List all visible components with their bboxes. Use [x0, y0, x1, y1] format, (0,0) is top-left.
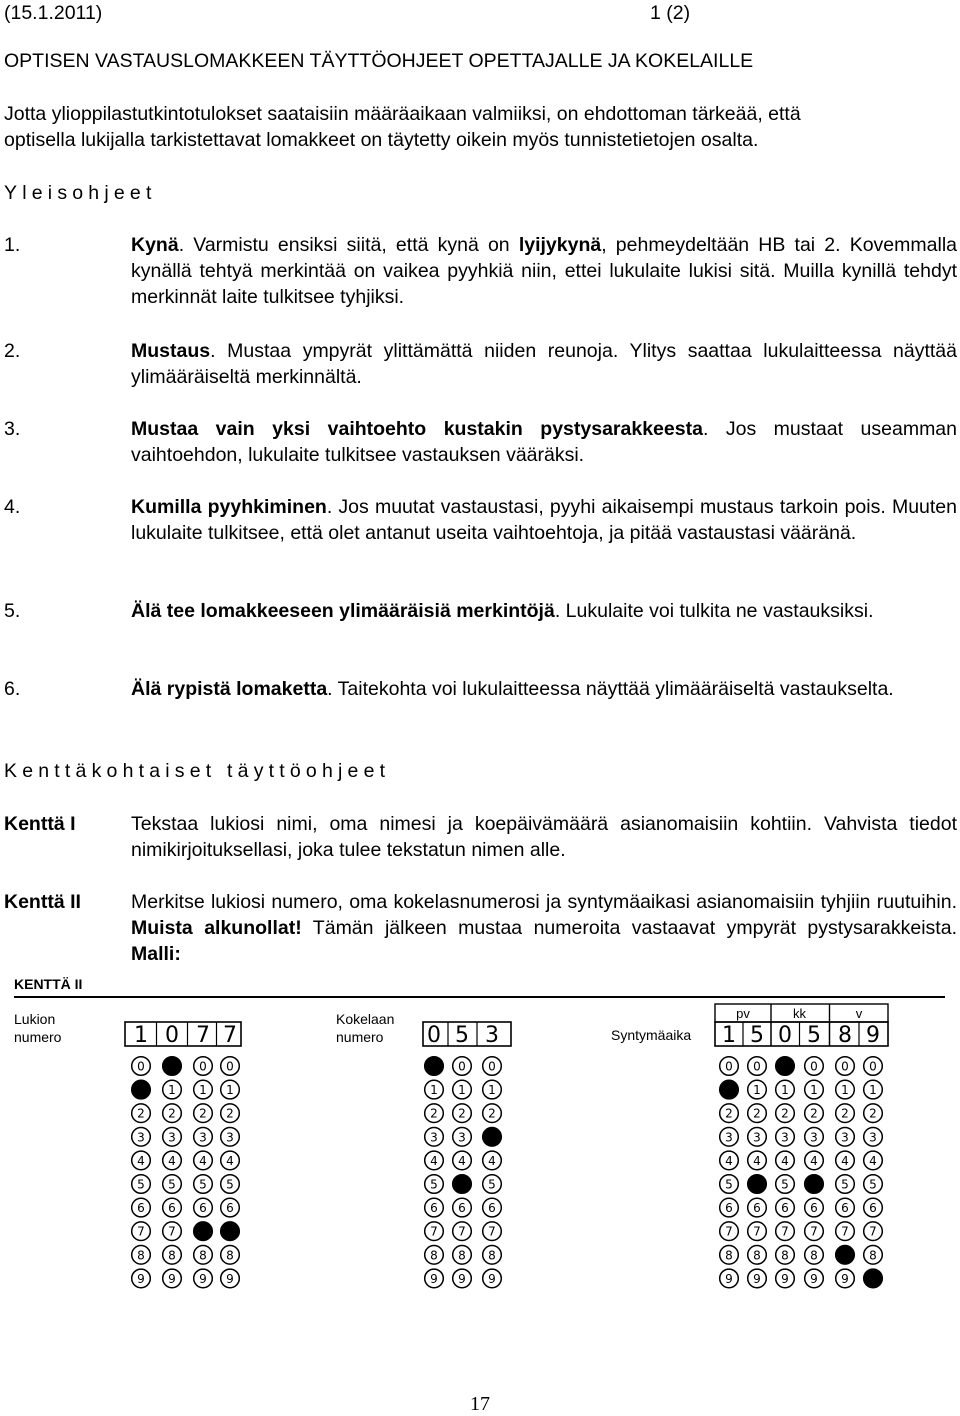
document-date: (15.1.2011): [4, 2, 103, 24]
emphasis-text: Kumilla pyyhkiminen: [131, 496, 327, 518]
handwritten-digit: 0: [165, 1023, 179, 1048]
example-heading: KENTTÄ II: [14, 976, 83, 992]
emphasis-text: Malli:: [131, 943, 181, 965]
handwritten-digit: 5: [807, 1023, 821, 1048]
page-number: 17: [470, 1393, 490, 1415]
bubble-digit: 9: [458, 1271, 466, 1286]
bubble-digit: 5: [199, 1177, 207, 1192]
bubble-digit: 6: [725, 1201, 733, 1216]
filled-bubble: [132, 1080, 151, 1099]
instruction-text: [131, 338, 957, 390]
bubble-digit: 7: [430, 1224, 438, 1239]
bubble-digit: 8: [458, 1248, 466, 1263]
bubble-digit: 2: [781, 1106, 789, 1121]
bubble-digit: 0: [869, 1059, 877, 1074]
bubble-digit: 3: [781, 1130, 789, 1145]
bubble-digit: 4: [781, 1153, 789, 1168]
bubble-digit: 9: [725, 1271, 733, 1286]
bubble-digit: 8: [781, 1248, 789, 1263]
bubble-digit: 8: [430, 1248, 438, 1263]
bubble-digit: 9: [168, 1271, 176, 1286]
bubble-digit: 8: [226, 1248, 234, 1263]
bubble-digit: 3: [810, 1130, 818, 1145]
bubble-digit: 2: [226, 1106, 234, 1121]
instruction-number: 6.: [4, 678, 21, 700]
field-text: [131, 889, 957, 967]
instruction-text: [131, 598, 957, 624]
emphasis-text: Muista alkunollat!: [131, 917, 302, 939]
filled-bubble: [720, 1080, 739, 1099]
bubble-digit: 1: [841, 1083, 849, 1098]
bubble-digit: 8: [753, 1248, 761, 1263]
bubble-digit: 1: [781, 1083, 789, 1098]
bubble-digit: 5: [168, 1177, 176, 1192]
filled-bubble: [748, 1175, 767, 1194]
group-label: numero: [336, 1029, 384, 1045]
filled-bubble: [864, 1269, 883, 1288]
instruction-text: [131, 416, 957, 468]
bubble-digit: 8: [810, 1248, 818, 1263]
bubble-digit: 6: [841, 1201, 849, 1216]
bubble-digit: 1: [488, 1083, 496, 1098]
bubble-digit: 0: [226, 1059, 234, 1074]
bubble-digit: 5: [488, 1177, 496, 1192]
bubble-digit: 4: [226, 1153, 234, 1168]
bubble-digit: 2: [753, 1106, 761, 1121]
field-label: Kenttä I: [4, 813, 76, 835]
bubble-digit: 1: [430, 1083, 438, 1098]
instruction-number: 2.: [4, 340, 21, 362]
bubble-digit: 4: [458, 1153, 466, 1168]
bubble-digit: 2: [841, 1106, 849, 1121]
kentta-ii-example-form: [0, 968, 960, 1286]
bubble-digit: 9: [430, 1271, 438, 1286]
bubble-digit: 9: [199, 1271, 207, 1286]
bubble-digit: 2: [168, 1106, 176, 1121]
document-title: OPTISEN VASTAUSLOMAKKEEN TÄYTTÖOHJEET OPETTAJALLE JA KOKELAILLE: [4, 50, 754, 72]
bubble-digit: 6: [781, 1201, 789, 1216]
bubble-digit: 1: [226, 1083, 234, 1098]
emphasis-text: Kynä: [131, 234, 179, 256]
handwritten-digit: 8: [838, 1023, 852, 1048]
bubble-digit: 2: [430, 1106, 438, 1121]
handwritten-digit: 7: [196, 1023, 210, 1048]
bubble-digit: 9: [781, 1271, 789, 1286]
instruction-text: [131, 232, 957, 310]
body-text: . Varmistu ensiksi siitä, että kynä on: [178, 234, 519, 256]
emphasis-text: Älä rypistä lomaketta: [131, 678, 328, 700]
bubble-digit: 1: [810, 1083, 818, 1098]
bubble-digit: 3: [869, 1130, 877, 1145]
bubble-digit: 7: [168, 1224, 176, 1239]
filled-bubble: [836, 1246, 855, 1265]
bubble-digit: 2: [199, 1106, 207, 1121]
bubble-digit: 9: [841, 1271, 849, 1286]
bubble-digit: 1: [168, 1083, 176, 1098]
group-label: numero: [14, 1029, 62, 1045]
bubble-digit: 0: [458, 1059, 466, 1074]
bubble-digit: 6: [168, 1201, 176, 1216]
bubble-digit: 0: [488, 1059, 496, 1074]
bubble-digit: 0: [810, 1059, 818, 1074]
body-text: Tekstaa lukiosi nimi, oma nimesi ja koepäivämäärä asianomaisiin kohtiin. Vahvista tiedot nimikirjoituksellasi, joka tulee tekstatun nimen alle.: [131, 813, 957, 861]
bubble-digit: 6: [753, 1201, 761, 1216]
handwritten-digit: 5: [455, 1023, 469, 1048]
bubble-digit: 5: [725, 1177, 733, 1192]
body-text: . Jos muutat vastaustasi, pyyhi aikaisempi mustaus tarkoin pois. Muuten lukulaite tulkitsee, että olet antanut useita vaihtoehtoja, ja pitää vastaustasi vääränä.: [131, 496, 957, 544]
bubble-digit: 3: [430, 1130, 438, 1145]
bubble-digit: 6: [488, 1201, 496, 1216]
bubble-digit: 2: [869, 1106, 877, 1121]
bubble-digit: 1: [753, 1083, 761, 1098]
body-text: Tämän jälkeen mustaa numeroita vastaavat ympyrät pystysarakkeista.: [301, 917, 957, 939]
bubble-digit: 8: [488, 1248, 496, 1263]
bubble-digit: 0: [753, 1059, 761, 1074]
handwritten-digit: 1: [134, 1023, 148, 1048]
handwritten-digit: 9: [866, 1023, 880, 1048]
group-label: Kokelaan: [336, 1011, 395, 1027]
body-text: , pehmeydeltään HB tai 2. Kovemmalla kynällä tehtyä merkintää on vaikea pyyhkiä niin, ettei lukulaite lukisi sitä. Muilla kynillä tehdyt merkinnät laite tulkitsee tyhjiksi.: [131, 234, 957, 308]
bubble-digit: 6: [137, 1201, 145, 1216]
instruction-number: 1.: [4, 234, 21, 256]
field-text: [131, 811, 957, 863]
bubble-digit: 4: [725, 1153, 733, 1168]
bubble-digit: 3: [725, 1130, 733, 1145]
bubble-digit: 2: [725, 1106, 733, 1121]
instruction-number: 5.: [4, 600, 21, 622]
bubble-digit: 5: [430, 1177, 438, 1192]
handwritten-digit: 1: [722, 1023, 736, 1048]
page-indicator: 1 (2): [650, 2, 691, 24]
bubble-digit: 4: [199, 1153, 207, 1168]
bubble-digit: 6: [869, 1201, 877, 1216]
group-label: Lukion: [14, 1011, 56, 1027]
body-text: . Jos mustaat useamman vaihtoehdon, lukulaite tulkitsee vastauksen vääräksi.: [131, 418, 957, 466]
bubble-digit: 7: [869, 1224, 877, 1239]
instruction-text: [131, 676, 957, 702]
bubble-digit: 5: [869, 1177, 877, 1192]
bubble-digit: 1: [869, 1083, 877, 1098]
body-text: . Mustaa ympyrät ylittämättä niiden reunoja. Ylitys saattaa lukulaitteessa näyttää ylimääräiseltä merkinnältä.: [131, 340, 957, 388]
handwritten-digit: 3: [485, 1023, 499, 1048]
instruction-number: 3.: [4, 418, 21, 440]
body-text: Merkitse lukiosi numero, oma kokelasnumerosi ja syntymäaikasi asianomaisiin tyhjiin ruutuihin.: [131, 891, 957, 913]
bubble-digit: 9: [810, 1271, 818, 1286]
bubble-digit: 3: [753, 1130, 761, 1145]
filled-bubble: [163, 1057, 182, 1076]
bubble-digit: 7: [488, 1224, 496, 1239]
filled-bubble: [221, 1222, 240, 1241]
bubble-digit: 4: [841, 1153, 849, 1168]
bubble-digit: 7: [458, 1224, 466, 1239]
bubble-digit: 3: [841, 1130, 849, 1145]
bubble-digit: 6: [199, 1201, 207, 1216]
bubble-digit: 7: [725, 1224, 733, 1239]
bubble-digit: 7: [841, 1224, 849, 1239]
handwritten-digit: 7: [223, 1023, 237, 1048]
bubble-digit: 2: [488, 1106, 496, 1121]
intro-line-1: Jotta ylioppilastutkintotulokset saataisiin määräaikaan valmiiksi, on ehdottoman tärkeää, että: [4, 103, 801, 125]
handwritten-digit: 0: [778, 1023, 792, 1048]
bubble-digit: 0: [725, 1059, 733, 1074]
emphasis-text: Mustaus: [131, 340, 211, 362]
bubble-digit: 0: [841, 1059, 849, 1074]
bubble-digit: 4: [137, 1153, 145, 1168]
bubble-digit: 7: [810, 1224, 818, 1239]
bubble-digit: 2: [810, 1106, 818, 1121]
filled-bubble: [805, 1175, 824, 1194]
group-label: Syntymäaika: [611, 1027, 692, 1043]
bubble-digit: 3: [137, 1130, 145, 1145]
bubble-digit: 9: [226, 1271, 234, 1286]
filled-bubble: [194, 1222, 213, 1241]
write-in-box: [715, 1022, 888, 1046]
date-subheader: v: [855, 1006, 863, 1021]
bubble-digit: 4: [869, 1153, 877, 1168]
instruction-number: 4.: [4, 496, 21, 518]
bubble-digit: 5: [781, 1177, 789, 1192]
filled-bubble: [453, 1175, 472, 1194]
date-subheader: kk: [793, 1006, 806, 1021]
bubble-digit: 3: [458, 1130, 466, 1145]
instruction-text: [131, 494, 957, 546]
emphasis-text: Älä tee lomakkeeseen ylimääräisiä merkintöjä: [131, 600, 555, 622]
handwritten-digit: 0: [427, 1023, 441, 1048]
intro-line-2: optisella lukijalla tarkistettavat lomakkeet on täytetty oikein myös tunnistetietojen osalta.: [4, 129, 759, 151]
bubble-digit: 7: [781, 1224, 789, 1239]
date-subheader: pv: [736, 1006, 750, 1021]
body-text: . Lukulaite voi tulkita ne vastauksiksi.: [554, 600, 874, 622]
body-text: . Taitekohta voi lukulaitteessa näyttää ylimääräiseltä vastaukselta.: [327, 678, 894, 700]
bubble-digit: 5: [841, 1177, 849, 1192]
bubble-digit: 6: [430, 1201, 438, 1216]
bubble-digit: 5: [226, 1177, 234, 1192]
field-label: Kenttä II: [4, 891, 81, 913]
bubble-digit: 8: [199, 1248, 207, 1263]
bubble-digit: 3: [199, 1130, 207, 1145]
bubble-digit: 7: [137, 1224, 145, 1239]
general-instructions-heading: Yleisohjeet: [4, 182, 157, 204]
bubble-digit: 2: [137, 1106, 145, 1121]
bubble-digit: 7: [753, 1224, 761, 1239]
filled-bubble: [425, 1057, 444, 1076]
bubble-digit: 4: [810, 1153, 818, 1168]
bubble-digit: 4: [430, 1153, 438, 1168]
handwritten-digit: 5: [750, 1023, 764, 1048]
bubble-digit: 8: [137, 1248, 145, 1263]
bubble-digit: 6: [458, 1201, 466, 1216]
emphasis-text: Mustaa vain yksi vaihtoehto kustakin pystysarakkeesta: [131, 418, 703, 440]
filled-bubble: [483, 1128, 502, 1147]
bubble-digit: 4: [753, 1153, 761, 1168]
bubble-digit: 4: [168, 1153, 176, 1168]
field-instructions-heading: Kenttäkohtaiset täyttöohjeet: [4, 760, 391, 782]
filled-bubble: [776, 1057, 795, 1076]
bubble-digit: 3: [168, 1130, 176, 1145]
bubble-digit: 1: [458, 1083, 466, 1098]
bubble-digit: 0: [137, 1059, 145, 1074]
bubble-digit: 2: [458, 1106, 466, 1121]
bubble-digit: 9: [137, 1271, 145, 1286]
bubble-digit: 3: [226, 1130, 234, 1145]
bubble-digit: 8: [168, 1248, 176, 1263]
bubble-digit: 9: [753, 1271, 761, 1286]
bubble-digit: 6: [810, 1201, 818, 1216]
bubble-digit: 1: [199, 1083, 207, 1098]
bubble-digit: 6: [226, 1201, 234, 1216]
emphasis-text: lyijykynä: [518, 234, 602, 256]
bubble-digit: 4: [488, 1153, 496, 1168]
bubble-digit: 5: [137, 1177, 145, 1192]
bubble-digit: 8: [725, 1248, 733, 1263]
bubble-digit: 8: [869, 1248, 877, 1263]
bubble-digit: 0: [199, 1059, 207, 1074]
bubble-digit: 9: [488, 1271, 496, 1286]
